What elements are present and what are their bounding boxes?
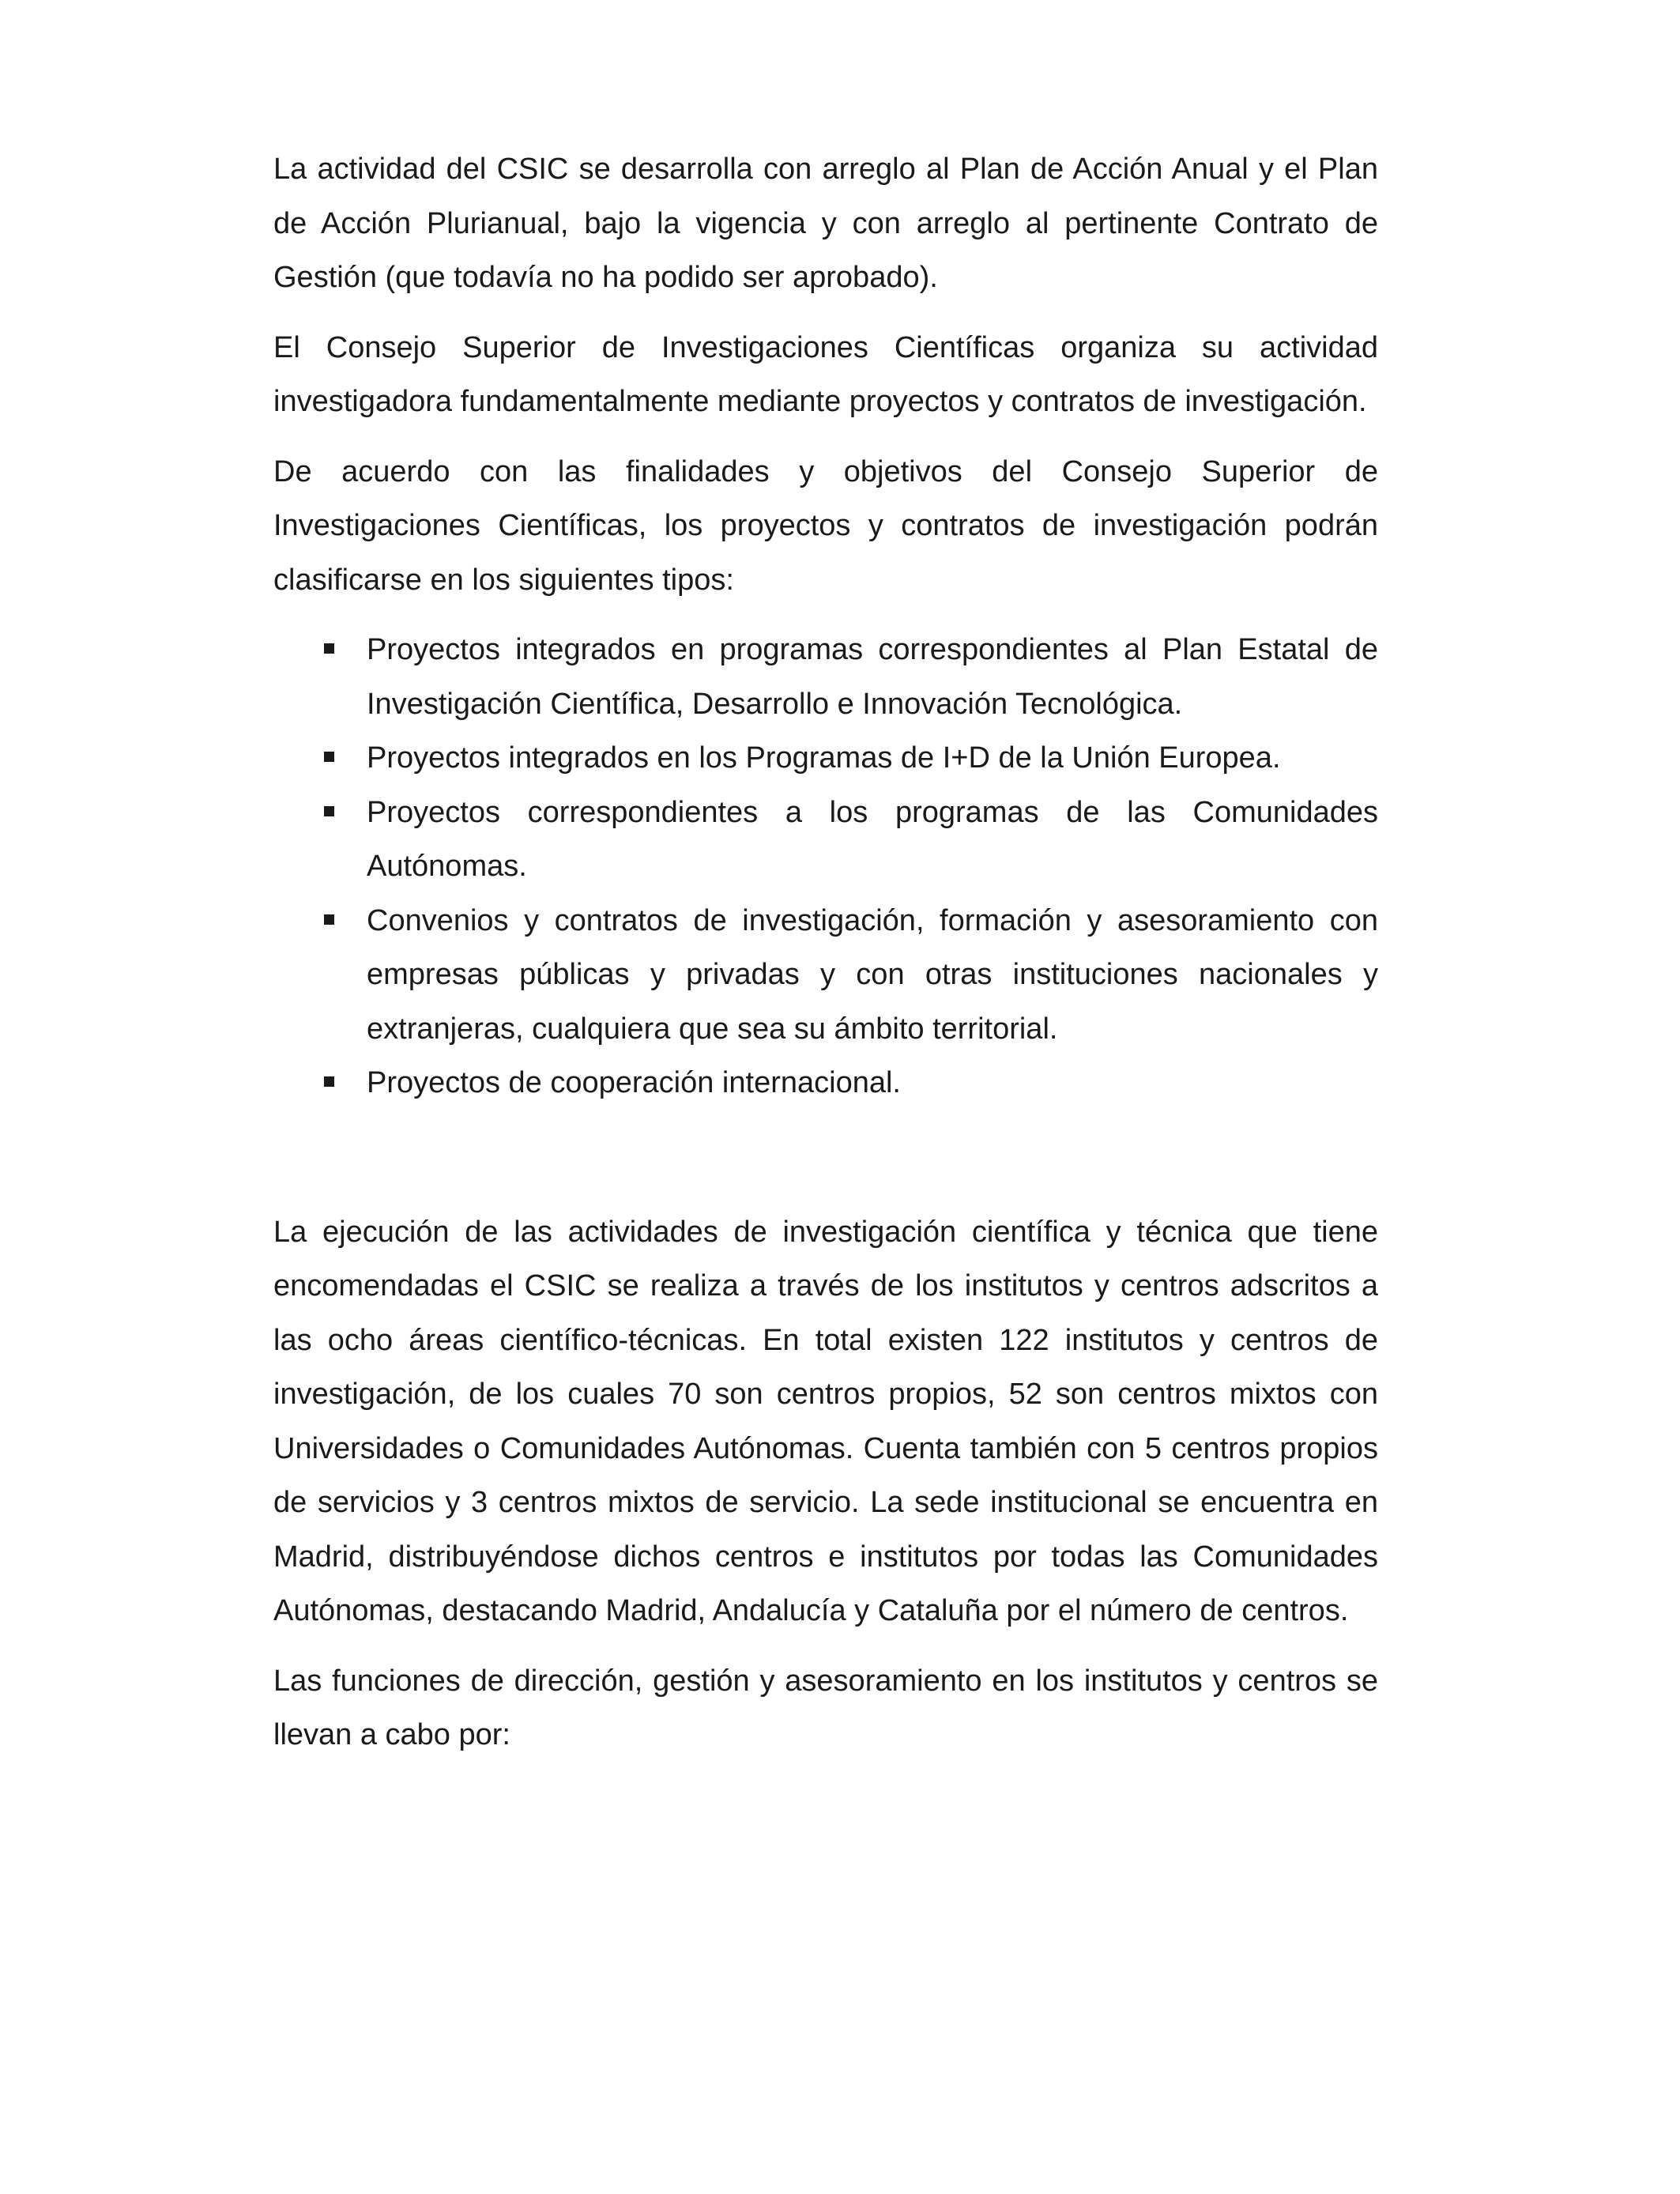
list-item [273,623,1378,731]
paragraph-institutos: La ejecución de las actividades de investigación científica y técnica que tiene encomendadas el CSIC se realiza a través de los institutos y centros adscritos a las ocho áreas científico-técnicas. En total existen 122 institutos y centros de investigación, de los cuales 70 son centros propios, 52 son centros mixtos con Universidades o Comunidades Autónomas. Cuenta también con 5 centros propios de servicios y 3 centros mixtos de servicio. La sede institucional se encuentra en Madrid, distribuyéndose dichos centros e institutos por todas las Comunidades Autónomas, destacando Madrid, Andalucía y Cataluña por el número de centros. [273,1215,1378,1627]
list-item [273,1056,1378,1110]
square-bullet-icon [324,643,334,654]
list-item-text: Proyectos integrados en programas correspondientes al Plan Estatal de Investigación Científica, Desarrollo e Innovación Tecnológica. [367,633,1378,721]
list-item [273,786,1378,894]
paragraph-funciones: Las funciones de dirección, gestión y asesoramiento en los institutos y centros se llevan a cabo por: [273,1664,1378,1751]
spacer [273,1110,1378,1205]
square-bullet-icon [324,806,334,816]
list-item-text: Convenios y contratos de investigación, formación y asesoramiento con empresas públicas y privadas y con otras instituciones nacionales y extranjeras, cualquiera que sea su ámbito territorial. [367,903,1378,1046]
square-bullet-icon [324,1076,334,1087]
list-item-text: Proyectos correspondientes a los programas de las Comunidades Autónomas. [367,795,1378,883]
list-item-text: Proyectos integrados en los Programas de I+D de la Unión Europea. [367,741,1281,775]
list-item [273,894,1378,1057]
document-body [273,142,1378,1778]
list-item [273,731,1378,786]
square-bullet-icon [324,914,334,925]
square-bullet-icon [324,752,334,762]
paragraph-organizacion: El Consejo Superior de Investigaciones Científicas organiza su actividad investigadora fundamentalmente mediante proyectos y contratos de investigación. [273,330,1378,418]
list-item-text: Proyectos de cooperación internacional. [367,1066,901,1099]
project-types-list [273,623,1378,1110]
paragraph-clasificacion: De acuerdo con las finalidades y objetivos del Consejo Superior de Investigaciones Científicas, los proyectos y contratos de investigación podrán clasificarse en los siguientes tipos: [273,454,1378,597]
paragraph-plan-accion: La actividad del CSIC se desarrolla con arreglo al Plan de Acción Anual y el Plan de Acción Plurianual, bajo la vigencia y con arreglo al pertinente Contrato de Gestión (que todavía no ha podido ser aprobado). [273,153,1378,294]
